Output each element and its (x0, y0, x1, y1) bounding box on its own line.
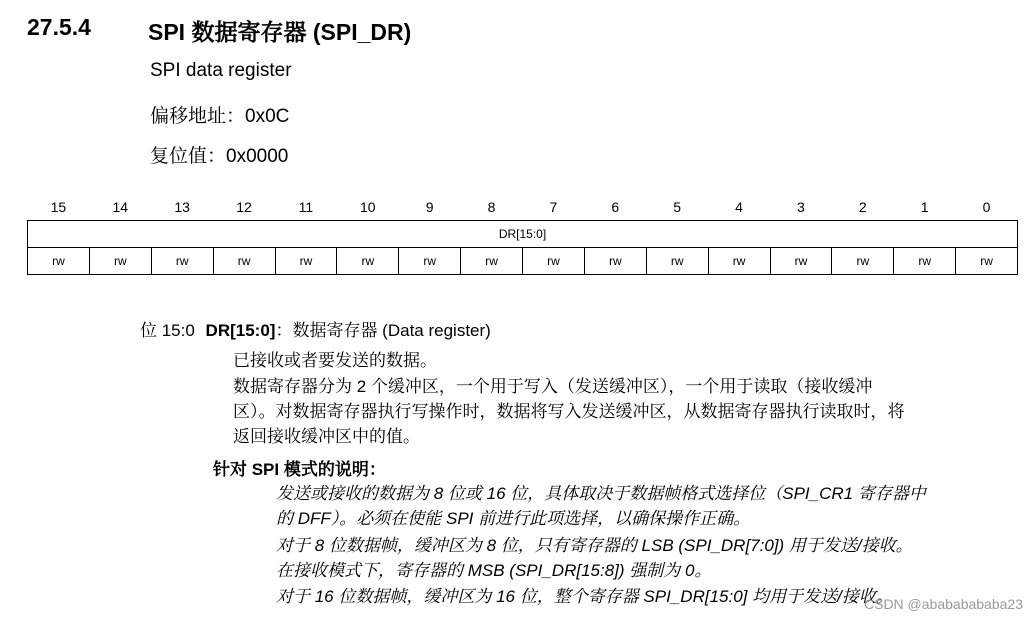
note-line: 对于 16 位数据帧，缓冲区为 16 位，整个寄存器 SPI_DR[15:0] 均用于发送/接收。 (276, 587, 893, 606)
bit-number: 6 (611, 199, 620, 215)
spi-note-2 (276, 533, 913, 583)
access-cell: rw (894, 248, 956, 275)
field-summary: 已接收或者要发送的数据。 (233, 351, 437, 370)
access-row (28, 248, 1018, 275)
watermark: CSDN @abababababa23 (864, 596, 1023, 612)
bit-number: 5 (673, 199, 682, 215)
bit-number-row (28, 194, 1018, 221)
access-cell: rw (28, 248, 90, 275)
field-name: DR[15:0] (205, 321, 276, 340)
bit-number: 8 (487, 199, 496, 215)
access-cell: rw (275, 248, 337, 275)
note-line: 对于 8 位数据帧，缓冲区为 8 位，只有寄存器的 LSB (SPI_DR[7:0]) 用于发送/接收。 (276, 536, 913, 555)
access-cell: rw (584, 248, 646, 275)
note-line: 的 DFF）。必须在使能 SPI 前进行此项选择，以确保操作正确。 (276, 509, 751, 528)
bit-number: 4 (735, 199, 743, 215)
bit-range: 位 15:0 (140, 321, 195, 340)
field-row (28, 221, 1018, 248)
field-name-cell: DR[15:0] (28, 221, 1018, 248)
bit-number: 14 (112, 199, 129, 215)
bit-number: 2 (858, 199, 867, 215)
access-cell: rw (337, 248, 399, 275)
access-cell: rw (523, 248, 585, 275)
bit-number: 1 (920, 199, 929, 215)
access-cell: rw (956, 248, 1018, 275)
section-title: SPI 数据寄存器 (SPI_DR) (148, 19, 412, 45)
register-bit-table (27, 194, 1018, 275)
bit-number: 13 (174, 199, 190, 215)
bit-number: 3 (797, 199, 805, 215)
bit-number: 0 (982, 199, 991, 215)
paragraph-line: 数据寄存器分为 2 个缓冲区，一个用于写入（发送缓冲区），一个用于读取（接收缓冲 (233, 377, 873, 396)
bit-number: 11 (298, 199, 314, 215)
register-subtitle: SPI data register (150, 60, 292, 81)
bit-number: 9 (425, 199, 434, 215)
access-cell: rw (708, 248, 770, 275)
field-description-header (140, 316, 491, 341)
spi-mode-heading: 针对 SPI 模式的说明： (213, 460, 386, 479)
offset-address: 偏移地址：0x0C (150, 106, 290, 127)
bit-number: 10 (360, 199, 376, 215)
access-cell: rw (399, 248, 461, 275)
access-cell: rw (151, 248, 213, 275)
access-cell: rw (213, 248, 275, 275)
paragraph-line: 区）。对数据寄存器执行写操作时，数据将写入发送缓冲区，从数据寄存器执行读取时，将 (233, 402, 905, 421)
spi-note-1 (276, 481, 926, 531)
bit-number: 7 (549, 199, 558, 215)
section-number: 27.5.4 (27, 14, 91, 40)
field-title: ：数据寄存器 (Data register) (275, 321, 491, 340)
access-cell: rw (770, 248, 832, 275)
bit-number: 15 (50, 199, 67, 215)
reset-value: 复位值：0x0000 (150, 146, 289, 167)
buffer-paragraph (233, 374, 905, 449)
access-cell: rw (646, 248, 708, 275)
bit-number: 12 (236, 199, 252, 215)
paragraph-line: 返回接收缓冲区中的值。 (233, 427, 420, 446)
note-line: 在接收模式下，寄存器的 MSB (SPI_DR[15:8]) 强制为 0。 (276, 561, 712, 580)
access-cell: rw (89, 248, 151, 275)
access-cell: rw (461, 248, 523, 275)
spi-note-3 (276, 584, 893, 609)
access-cell: rw (832, 248, 894, 275)
note-line: 发送或接收的数据为 8 位或 16 位，具体取决于数据帧格式选择位（SPI_CR1 寄存器中 (276, 484, 926, 503)
